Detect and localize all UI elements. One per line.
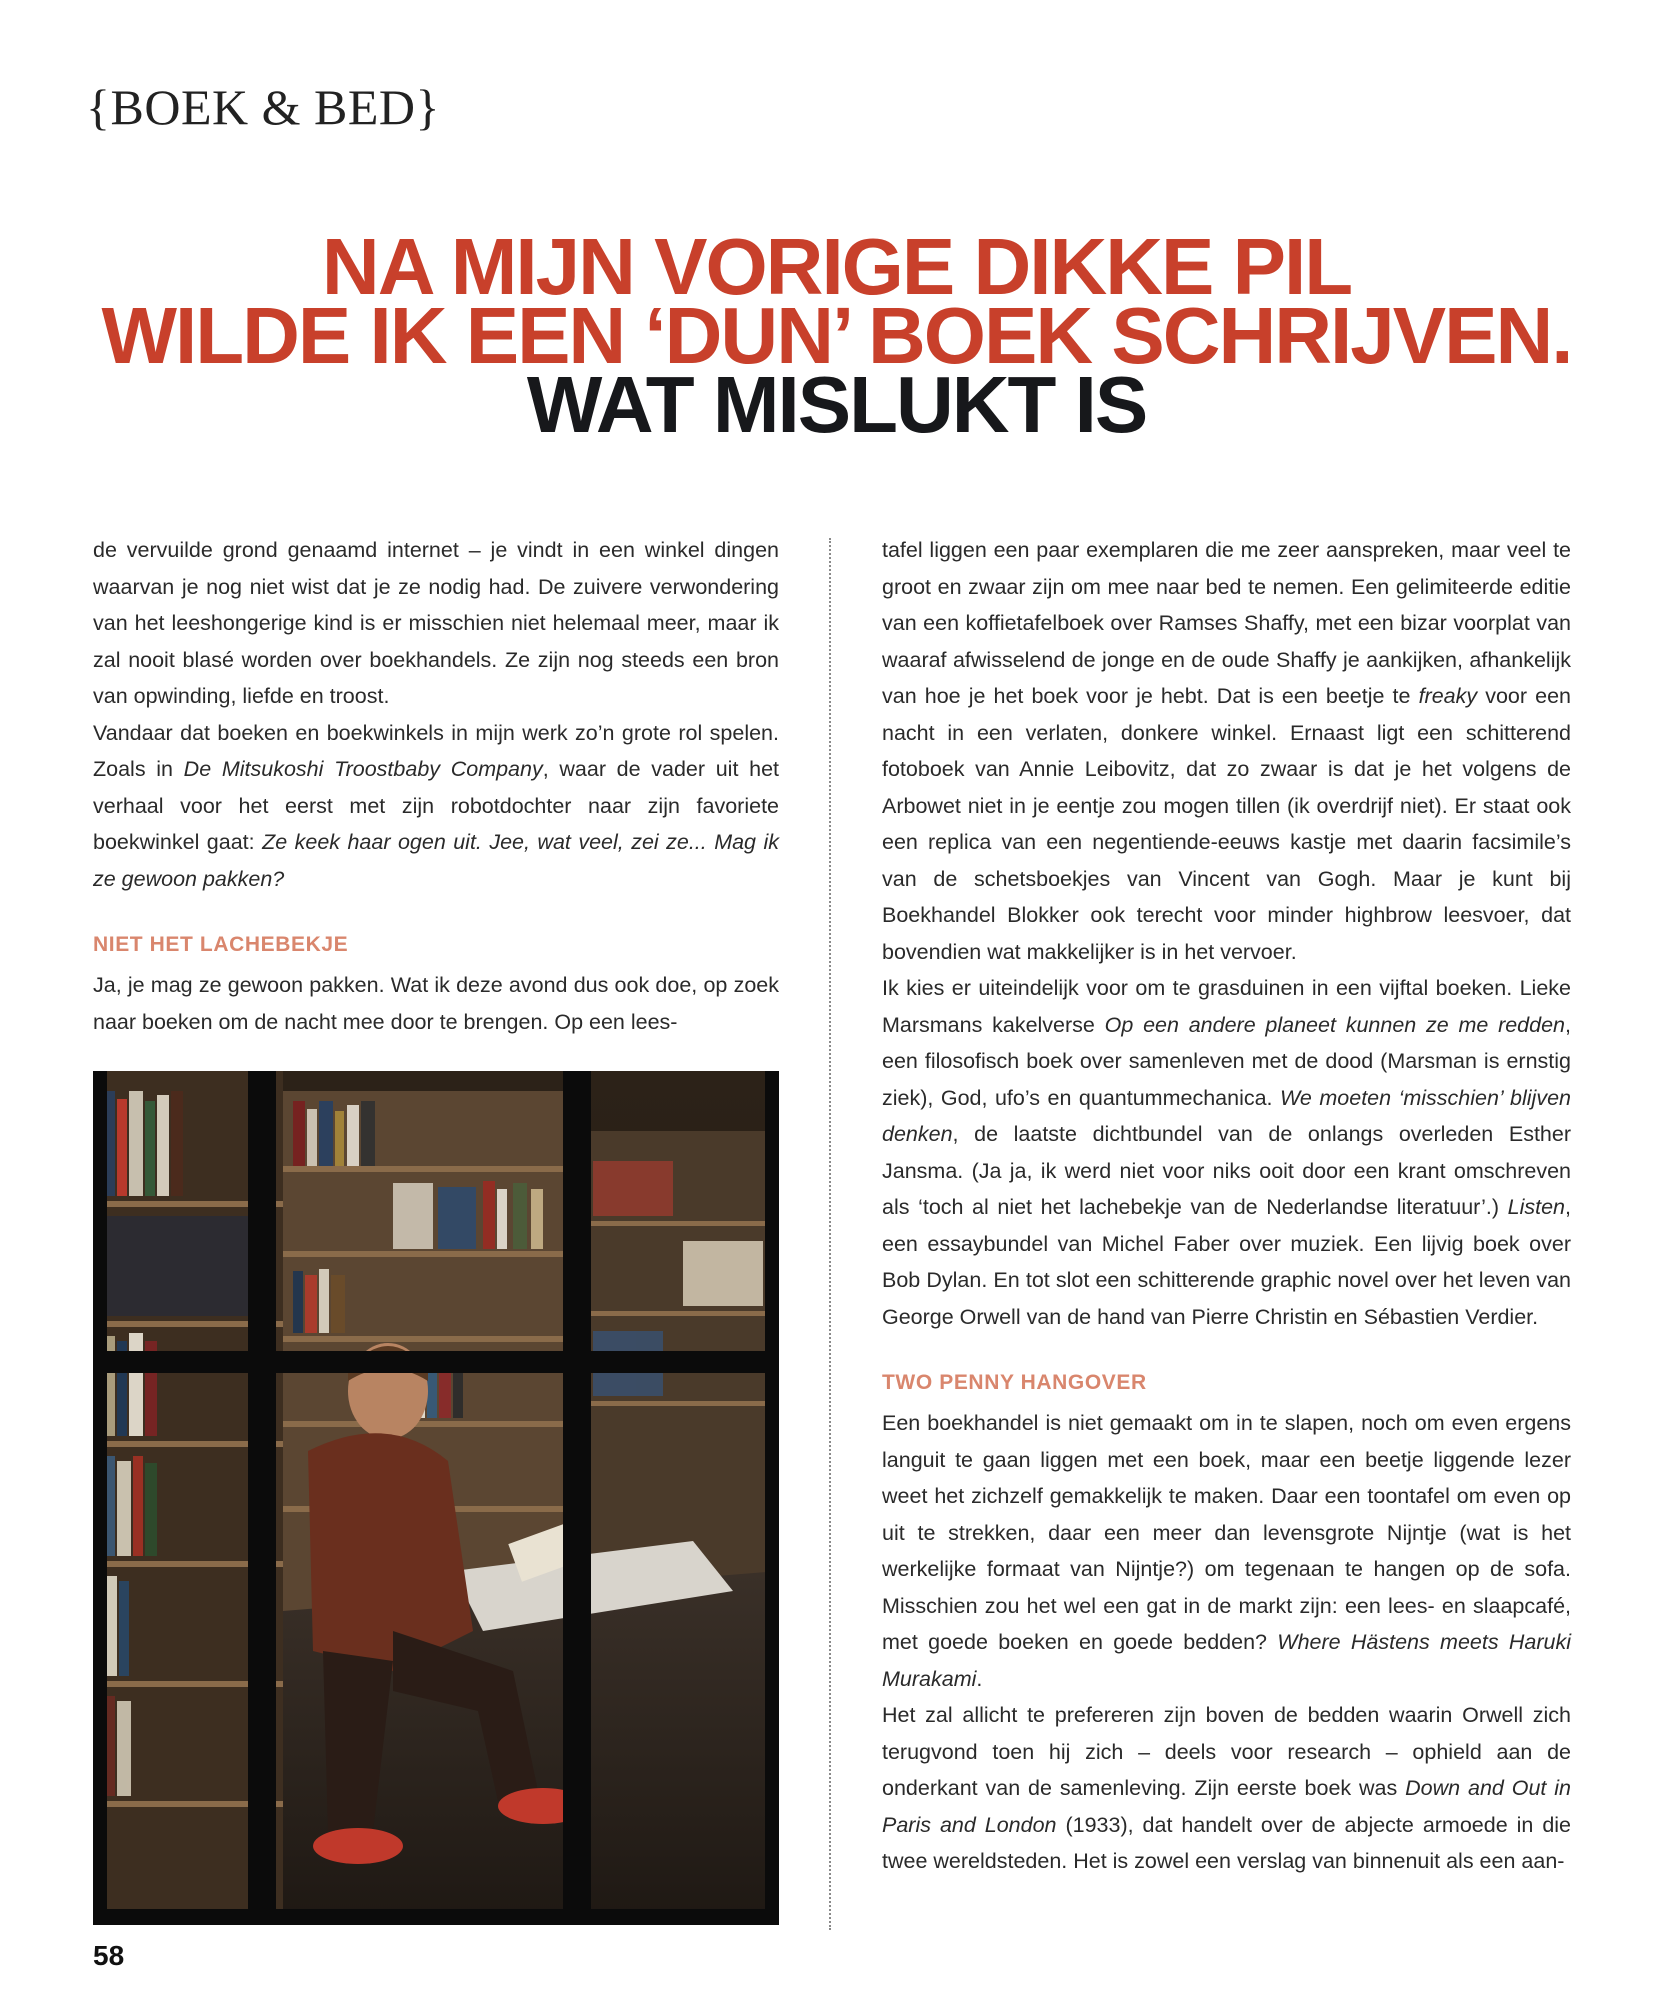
section-label: {BOEK & BED} — [86, 79, 440, 135]
text-run: (1933), dat handelt over de abjecte armoede in die twee wereldsteden. Het is zowel een verslag van binnenuit als een aan- — [882, 1812, 1572, 1873]
quote: Ze keek haar ogen uit. Jee, wat veel, zei ze... Mag ik ze gewoon pakken? — [93, 830, 779, 891]
text-run: voor een nacht in een verlaten, donkere winkel. Ernaast ligt een schitterend fotoboek van Annie Leibovitz, dat zo zwaar is dat je het volgens de Arbowet niet in je eentje zou mogen tillen (ik overdrijf niet). Er staat ook een replica van een negentiende-eeuws kastje met daarin facsimile’s van de schetsboekjes van Vincent van Gogh. Maar je kunt bij Boekhandel Blokker ook terecht voor minder highbrow leesvoer, dat bovendien wat makkelijker is in het vervoer. — [882, 684, 1571, 964]
emphasis: Where Hästens meets Haruki Murakami — [882, 1630, 1572, 1691]
text-run: , een filosofisch boek over samenleven met de dood (Marsman is ernstig ziek), God, ufo’s en quantummechanica. — [882, 1012, 1571, 1110]
book-title: De Mitsukoshi Troostbaby Company — [183, 757, 543, 781]
right-paragraph-1 — [882, 532, 1571, 970]
text-run: , waar de vader uit het verhaal voor het eerst met zijn robotdochter naar zijn favoriete boekwinkel gaat: — [93, 757, 779, 854]
headline — [0, 222, 1673, 449]
left-column — [93, 532, 779, 1040]
text-run: Het zal allicht te prefereren zijn boven de bedden waarin Orwell zich terugvond toen hij zich – deels voor research – ophield aan de onderkant van de samenleving. Zijn eerste boek was — [882, 1703, 1571, 1800]
right-column — [882, 532, 1571, 1880]
right-paragraph-4 — [882, 1697, 1571, 1880]
text-run: tafel liggen een paar exemplaren die me zeer aanspreken, maar veel te groot en zwaar zijn om mee naar bed te nemen. Een gelimiteerde editie van een koffietafelboek over Ramses Shaffy, met een bizar voorplat van waaraf afwisselend de jonge en de oude Shaffy je aankijken, afhankelijk van hoe je het boek voor je hebt. Dat is een beetje te — [882, 538, 1571, 708]
book-title: Down and Out in Paris and London — [882, 1776, 1571, 1837]
text-run: Vandaar dat boeken en boekwinkels in mijn werk zo’n grote rol spelen. Zoals in — [93, 720, 779, 781]
left-paragraph-3: Ja, je mag ze gewoon pakken. Wat ik deze avond dus ook doe, op zoek naar boeken om de nacht mee door te brengen. Op een lees- — [93, 973, 779, 1034]
page-number: 58 — [93, 1940, 125, 1971]
left-paragraph-1: de vervuilde grond genaamd internet – je vindt in een winkel dingen waarvan je nog niet wist dat je ze nodig had. De zuivere verwondering van het leeshongerige kind is er misschien niet helemaal meer, maar ik zal nooit blasé worden over boekhandels. Ze zijn nog steeds een bron van opwinding, liefde en troost. — [93, 538, 779, 708]
bookstore-photo-illustration — [93, 1071, 779, 1925]
headline-line-3: WAT MISLUKT IS — [526, 360, 1147, 449]
subhead-niet-het-lachebekje: NIET HET LACHEBEKJE — [93, 933, 349, 956]
headline-line-2: WILDE IK EEN ‘DUN’ BOEK SCHRIJVEN. — [101, 291, 1572, 380]
book-title: Op een andere planeet kunnen ze me redden — [1104, 1012, 1566, 1037]
left-paragraph-2 — [93, 715, 779, 898]
text-run: Ik kies er uiteindelijk voor om te grasduinen in een vijftal boeken. Lieke Marsmans kakelverse — [882, 976, 1571, 1037]
text-run: , de laatste dichtbundel van de onlangs overleden Esther Jansma. (Ja ja, ik werd niet voor niks ooit door een krant omschreven als ‘toch al niet het lachebekje van de Nederlandse literatuur’.) — [882, 1122, 1571, 1219]
text-run: . — [976, 1666, 983, 1691]
emphasis: freaky — [1418, 684, 1478, 708]
right-paragraph-3 — [882, 1405, 1571, 1697]
text-run: Een boekhandel is niet gemaakt om in te slapen, noch om even ergens languit te gaan liggen met een boek, maar een beetje liggende lezer weet het zichzelf gemakkelijk te maken. Daar een toontafel om even op uit te strekken, daar een meer dan levensgrote Nijntje (wat is het werkelijke formaat van Nijntje?) om tegenaan te hangen op de sofa. Misschien zou het wel een gat in de markt zijn: een lees- en slaapcafé, met goede boeken en goede bedden? — [882, 1411, 1571, 1654]
column-divider — [829, 538, 831, 1930]
book-title: We moeten ‘misschien’ blijven denken — [882, 1085, 1571, 1146]
bookstore-photo — [93, 1071, 779, 1925]
headline-line-1: NA MIJN VORIGE DIKKE PIL — [321, 222, 1352, 311]
subhead-two-penny-hangover: TWO PENNY HANGOVER — [882, 1371, 1147, 1394]
text-run: , een essaybundel van Michel Faber over muziek. Een lijvig boek over Bob Dylan. En tot slot een schitterende graphic novel over het leven van George Orwell van de hand van Pierre Christin en Sébastien Verdier. — [882, 1195, 1571, 1329]
book-title: Listen — [1507, 1195, 1566, 1219]
right-paragraph-2 — [882, 970, 1571, 1335]
